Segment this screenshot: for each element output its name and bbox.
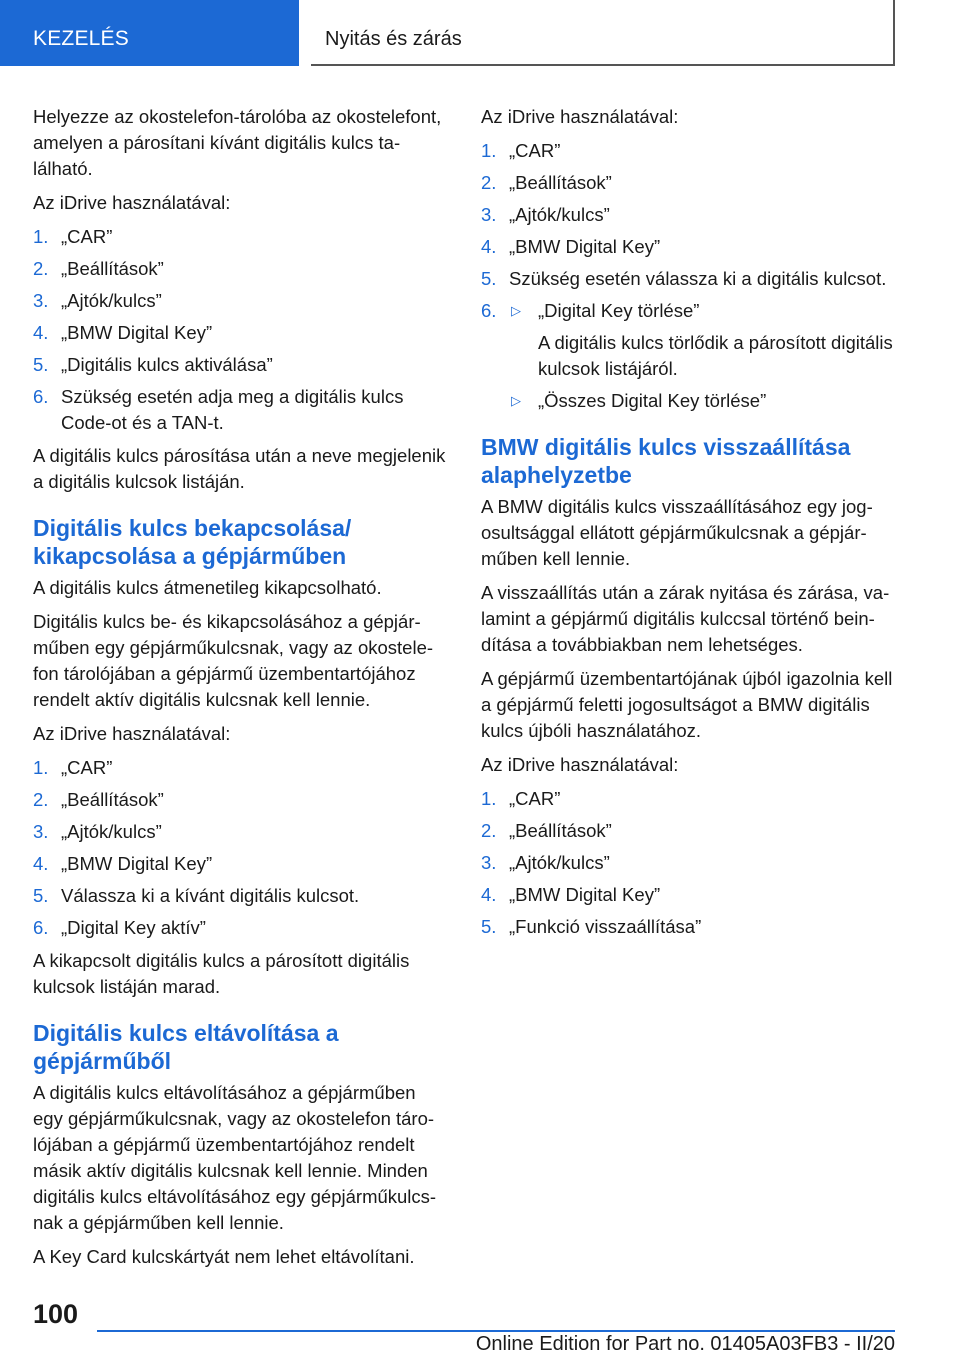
step-number: 4. (33, 853, 49, 874)
list-item (481, 138, 895, 164)
step-number: 2. (33, 258, 49, 279)
step-number: 3. (33, 821, 49, 842)
list-item (33, 915, 447, 941)
list-item (481, 914, 895, 940)
footer-divider (97, 1330, 895, 1332)
list-item (33, 256, 447, 282)
step-text: Szükség esetén válassza ki a digitális kulcsot. (509, 268, 887, 289)
step-text: „Ajtók/kulcs” (509, 204, 610, 225)
list-item (33, 787, 447, 813)
option-item (509, 298, 895, 382)
step-number: 3. (33, 290, 49, 311)
paragraph: A digitális kulcs eltávolításához a gépjárműben egy gépjárműkulcsnak, vagy az okostelefon tárolójában a gépjármű üzembentartójához rendelt másik aktív digitális kulcsnak kell lennie. Minden digitális kulcs eltávolításához egy gépjárműkulcsnak a gépjárműben kell lennie. (33, 1082, 437, 1233)
paragraph: A Key Card kulcskártyát nem lehet eltávolítani. (33, 1246, 415, 1267)
step-number: 2. (481, 820, 497, 841)
footer-edition: Online Edition for Part no. 01405A03FB3 - II/20 (475, 1333, 895, 1355)
option-list (509, 298, 895, 414)
list-item (33, 851, 447, 877)
header-section-tab: KEZELÉS (0, 0, 299, 66)
step-text: „CAR” (61, 226, 113, 247)
step-text: „Funkció visszaállítása” (509, 916, 702, 937)
step-text: „CAR” (509, 788, 561, 809)
step-number: 4. (481, 884, 497, 905)
step-number: 1. (33, 226, 49, 247)
step-text: „Ajtók/kulcs” (61, 821, 162, 842)
step-text: Válassza ki a kívánt digitális kulcsot. (61, 885, 360, 906)
list-item (33, 352, 447, 378)
paragraph: A digitális kulcs párosítása után a neve megjelenik a digitális kulcsok listáján. (33, 445, 446, 492)
list-item (33, 320, 447, 346)
paragraph: Az iDrive használatával: (33, 192, 231, 213)
list-item (33, 755, 447, 781)
step-number: 2. (33, 789, 49, 810)
paragraph: A visszaállítás után a zárak nyitása és zárása, valamint a gépjármű digitális kulccsal történő beindítása a továbbiakban nem lehetséges. (481, 582, 890, 655)
list-item (33, 384, 447, 436)
step-number: 2. (481, 172, 497, 193)
list-item (481, 266, 895, 292)
list-item (481, 234, 895, 260)
option-note: A digitális kulcs törlődik a párosított digitális kulcsok listájáról. (538, 332, 893, 379)
option-item (509, 388, 895, 414)
step-number: 3. (481, 204, 497, 225)
step-text: „Beállítások” (509, 820, 612, 841)
step-text: „Digital Key aktív” (61, 917, 206, 938)
step-number: 5. (33, 885, 49, 906)
option-text: „Összes Digital Key törlése” (538, 390, 767, 411)
list-item (481, 882, 895, 908)
list-item (481, 818, 895, 844)
step-text: „Digitális kulcs aktiválása” (61, 354, 273, 375)
list-item (481, 298, 895, 414)
section-heading: Digitális kulcs eltávolítása a gépjárműből (33, 1020, 339, 1074)
step-list (481, 138, 895, 414)
header-chapter-title: Nyitás és zárás (311, 0, 895, 66)
list-item (33, 224, 447, 250)
step-number: 4. (481, 236, 497, 257)
step-list (33, 755, 447, 941)
list-item (481, 170, 895, 196)
step-number: 4. (33, 322, 49, 343)
step-text: „Beállítások” (61, 789, 164, 810)
list-item (33, 288, 447, 314)
step-number: 6. (33, 917, 49, 938)
step-text: „Beállítások” (509, 172, 612, 193)
step-text: „CAR” (509, 140, 561, 161)
paragraph: Az iDrive használatával: (481, 754, 679, 775)
triangle-right-icon: ▷ (511, 303, 521, 318)
section-heading: BMW digitális kulcs visszaállítása alaphelyzetbe (481, 434, 851, 488)
option-text: „Digital Key törlése” (538, 300, 700, 321)
step-number: 5. (33, 354, 49, 375)
step-text: „Beállítások” (61, 258, 164, 279)
step-text: „BMW Digital Key” (509, 236, 661, 257)
step-number: 3. (481, 852, 497, 873)
paragraph: A kikapcsolt digitális kulcs a párosított digitális kulcsok listáján marad. (33, 950, 410, 997)
list-item (481, 786, 895, 812)
step-number: 5. (481, 916, 497, 937)
triangle-right-icon: ▷ (511, 393, 521, 408)
step-text: „BMW Digital Key” (61, 853, 213, 874)
step-text: „BMW Digital Key” (509, 884, 661, 905)
page-number: 100 (33, 1299, 79, 1329)
left-column (33, 104, 447, 1278)
paragraph: A gépjármű üzembentartójának újból igazolnia kell a gépjármű feletti jogosultságot a BMW digitális kulcs újbóli használatához. (481, 668, 893, 741)
step-text: Szükség esetén adja meg a digitális kulcs Code-ot és a TAN-t. (61, 386, 404, 433)
list-item (33, 819, 447, 845)
step-number: 5. (481, 268, 497, 289)
paragraph: A BMW digitális kulcs visszaállításához egy jogosultsággal ellátott gépjárműkulcsnak a gépjárműben kell lennie. (481, 496, 873, 569)
list-item (33, 883, 447, 909)
step-list (481, 786, 895, 940)
step-list (33, 224, 447, 436)
step-number: 1. (481, 140, 497, 161)
paragraph: Az iDrive használatával: (33, 723, 231, 744)
paragraph: Digitális kulcs be- és kikapcsolásához a gépjárműben egy gépjárműkulcsnak, vagy az okostelefon tárolójában a gépjármű üzembentartójához rendelt aktív digitális kulcsnak kell lennie. (33, 611, 434, 710)
paragraph: Az iDrive használatával: (481, 106, 679, 127)
step-number: 1. (33, 757, 49, 778)
step-text: „Ajtók/kulcs” (509, 852, 610, 873)
list-item (481, 850, 895, 876)
right-column (481, 104, 895, 947)
step-text: „CAR” (61, 757, 113, 778)
step-text: „BMW Digital Key” (61, 322, 213, 343)
step-number: 6. (33, 386, 49, 407)
list-item (481, 202, 895, 228)
step-text: „Ajtók/kulcs” (61, 290, 162, 311)
step-number: 6. (481, 300, 497, 321)
paragraph: A digitális kulcs átmenetileg kikapcsolható. (33, 577, 382, 598)
step-number: 1. (481, 788, 497, 809)
paragraph: Helyezze az okostelefon-tárolóba az okostelefont, amelyen a párosítani kívánt digitális kulcs található. (33, 106, 442, 179)
section-heading: Digitális kulcs bekapcsolása/ kikapcsolása a gépjárműben (33, 515, 352, 569)
